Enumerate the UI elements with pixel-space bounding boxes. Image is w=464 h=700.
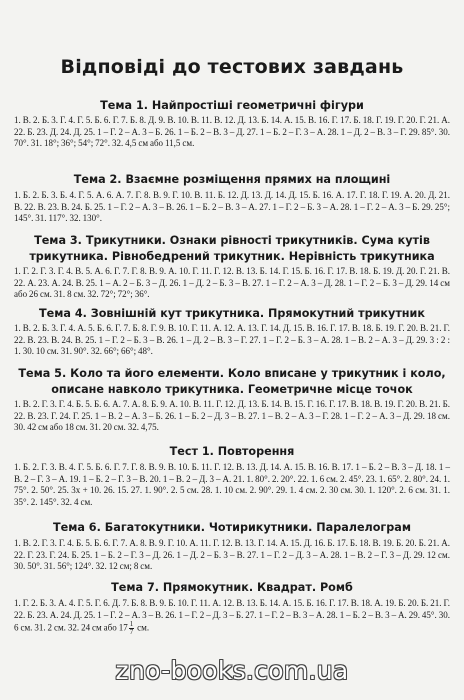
- answers-topic-5: 1. В. 2. Г. 3. Г. 4. Б. 5. Б. 6. А. 7. А. 8. Б. 9. А. 10. В. 11. Г. 12. Д. 13. Б. 14. В. 15. Г. 16. Г. 17. В. 18. В. 19. Г. 20. В. 21. Б. 22. В. 23. Г. 24. Г. 25. 1 – В. 2 – А. 3 – Б. 26. 1 – Б. 2 – Д. 3 – В. 27. 1 – В. 2 – А. 3 – Г. 28. 1 – Г. 2 – А. 3 – Д. 29. 18 см. 30. 42 см або 18 см. 31. 20 см. 32. 4,75.: [14, 399, 450, 433]
- section-heading-topic-4: Тема 4. Зовнішній кут трикутника. Прямокутний трикутник: [39, 307, 425, 320]
- section-heading-topic-7: Тема 7. Прямокутник. Квадрат. Ромб: [111, 581, 353, 594]
- answers-topic-1: 1. В. 2. Б. 3. Г. 4. Г. 5. Б. 6. Г. 7. Б. 8. Д. 9. В. 10. В. 11. В. 12. Д. 13. Б. 14. А. 15. В. 16. Г. 17. Б. 18. Г. 19. Г. 20. Г. 21. А. 22. Б. 23. Д. 24. Д. 25. 1 – Г. 2 – А. 3 – Б. 26. 1 – Б. 2 – В. 3 – Д. 27. 1 – Б. 2 – Г. 3 – А. 28. 1 – Д. 2 – В. 3 – Г. 29. 85°. 30. 70°. 31. 18°; 36°; 54°; 72°. 32. 4,5 см або 11,5 см.: [14, 115, 450, 149]
- section-heading-topic-6: Тема 6. Багатокутники. Чотирикутники. Паралелограм: [53, 521, 411, 534]
- section-heading-topic-2: Тема 2. Взаємне розміщення прямих на площині: [73, 173, 391, 186]
- section-heading-test-1: Тест 1. Повторення: [169, 445, 295, 458]
- watermark: zno-books.com.ua: [115, 656, 349, 685]
- answers-topic-7-text: 1. Г. 2. Б. 3. А. 4. Г. 5. Г. 6. Д. 7. Б. 8. В. 9. Б. 10. Г. 11. А. 12. В. 13. Б. 14. А. 15. Б. 16. Г. 17. В. 18. А. 19. Б. 20. Б. 21. Г. 22. Б. 23. А. 24. Д. 25. 1 – Г. 2 – А. 3 – В. 26. 1 – Г. 2 – Д. 3 – Б. 27. 1 – Г. 2 – В. 3 – А. 28. 1 – Б. 2 – В. 3 – А. 29. 45°. 30. 6 см. 31. 2 см. 32. 24 см або 17: [14, 598, 450, 633]
- answers-topic-2: 1. Б. 2. Б. 3. Б. 4. Г. 5. А. 6. А. 7. Г. 8. В. 9. Г. 10. В. 11. Б. 12. Д. 13. Д. 14. Д. 15. Б. 16. А. 17. Г. 18. Г. 19. А. 20. Д. 21. В. 22. В. 23. В. 24. Б. 25. 1 – Г. 2 – А. 3 – В. 26. 1 – Б. 2 – В. 3 – А. 27. 1 – Г. 2 – Б. 3 – А. 28. 1 – Г. 2 – А. 3 – Б. 29. 25°; 145°. 31. 117°. 32. 130°.: [14, 190, 450, 224]
- section-heading-topic-5: Тема 5. Коло та його елементи. Коло вписане у трикутник і коло, описане навколо трикутника. Геометричне місце точок: [18, 367, 446, 396]
- page-title: Відповіді до тестових завдань: [60, 56, 404, 78]
- answers-topic-6: 1. В. 2. Г. 3. Г. 4. Б. 5. Б. 6. Г. 7. А. 8. В. 9. Г. 10. А. 11. Г. 12. В. 13. Г. 14. А. 15. Д. 16. Б. 17. Б. 18. В. 19. Б. 20. Б. 21. А. 22. Г. 23. Г. 24. Б. 25. 1 – Б. 2 – Г. 3 – Д. 26. 1 – Д. 2 – Б. 3 – В. 27. 1 – Г. 2 – Д. 3 – А. 28. 1 – В. 2 – Г. 3 – Д. 29. 12 см. 30. 50°. 31. 56°; 124°. 32. 12 см; 8 см.: [14, 538, 450, 572]
- answers-topic-7: [14, 598, 450, 636]
- fraction-numerator: 1: [129, 620, 134, 629]
- answers-test-1: 1. Б. 2. Г. 3. В. 4. Г. 5. Б. 6. Г. 7. Г. 8. В. 9. В. 10. Б. 11. Г. 12. В. 13. Д. 14. А. 15. В. 16. В. 17. 1 – Б. 2 – В. 3 – Д. 18. 1 – В. 2 – Г. 3 – А. 19. 1 – Б. 2 – Г. 3 – В. 20. 1 – В. 2 – Д. 3 – А. 21. 1. 80°. 2. 20°. 22. 1. 6 см. 2. 45°. 23. 1. 65°. 2. 80°. 24. 1. 75°. 2. 50°. 25. 3x + 10. 26. 15. 27. 1. 90°. 2. 5 см. 28. 1. 10 см. 2. 90°. 29. 1. 4 см. 2. 30 см. 30. 1. 120°. 2. 6 см. 31. 1. 35°. 2. 145°. 32. 4 см.: [14, 462, 450, 507]
- fraction-one-seventh: [129, 621, 135, 636]
- answers-topic-4: 1. В. 2. Б. 3. Г. 4. А. 5. Б. 6. Г. 7. Б. 8. Г. 9. В. 10. Г. 11. А. 12. А. 13. Г. 14. Д. 15. В. 16. Г. 17. В. 18. Б. 19. Г. 20. В. 21. Г. 22. В. 23. В. 24. В. 25. 1 – Г. 2 – Б. 3 – В. 26. 1 – Д. 2 – В. 3 – Г. 27. 1 – Г. 2 – Б. 3 – А. 28. 1 – В. 2 – А. 3 – Д. 29. 3 : 2 : 1. 30. 10 см. 31. 90°. 32. 66°; 66°; 48°.: [14, 323, 450, 357]
- answers-topic-3: 1. Г. 2. Г. 3. Г. 4. В. 5. А. 6. Г. 7. Г. 8. В. 9. А. 10. Г. 11. Г. 12. В. 13. Б. 14. Г. 15. Б. 16. Г. 17. В. 18. Б. 19. Д. 20. Г. 21. В. 22. А. 23. А. 24. В. 25. 1 – А. 2 – Б. 3 – Д. 26. 1 – Д. 2 – Б. 3 – В. 27. 1 – Г. 2 – А. 3 – Д. 28. 1 – Г. 2 – Б. 3 – Д. 29. 14 см або 26 см. 31. 8 см. 32. 72°; 72°; 36°.: [14, 266, 450, 300]
- section-heading-topic-1: Тема 1. Найпростіші геометричні фігури: [100, 99, 364, 112]
- section-heading-topic-3: Тема 3. Трикутники. Ознаки рівності трикутників. Сума кутів трикутника. Рівнобедрений трикутник. Нерівність трикутника: [29, 234, 435, 263]
- answers-topic-7-tail: см.: [135, 622, 150, 633]
- fraction-denominator: 7: [129, 628, 134, 637]
